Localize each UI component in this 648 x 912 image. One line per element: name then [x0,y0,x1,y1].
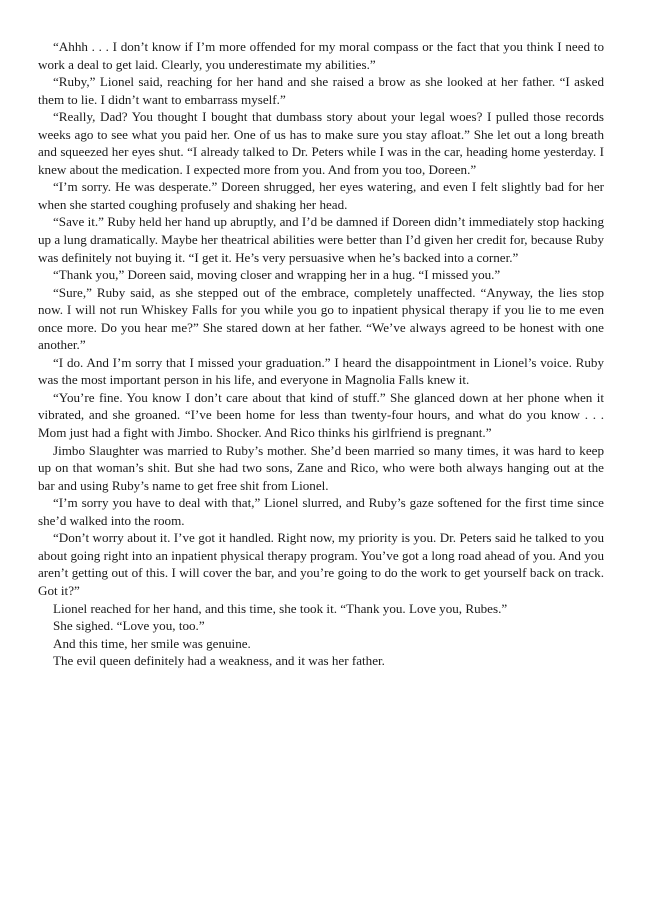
paragraph-1: “Ahhh . . . I don’t know if I’m more offended for my moral compass or the fact that you think I need to work a deal to get laid. Clearly, you underestimate my abilities.” [38,39,604,72]
book-page [38,38,604,670]
paragraph-14: She sighed. “Love you, too.” [53,618,205,634]
paragraph-9: “You’re fine. You know I don’t care about that kind of stuff.” She glanced down at her phone when it vibrated, and she groaned. “I’ve been home for less than twenty-four hours, and what do you know . . . Mom just had a fight with Jimbo. Shocker. And Rico thinks his girlfriend is pregnant.” [38,389,604,441]
paragraph-15: And this time, her smile was genuine. [53,635,251,651]
paragraph-12: “Don’t worry about it. I’ve got it handled. Right now, my priority is you. Dr. Peters said he talked to you about going right into an inpatient physical therapy program. You’ve got a long road ahead of you. And you aren’t getting out of this. I will cover the bar, and you’re going to do the work to get yourself back on track. Got it?” [38,530,604,598]
paragraph-5: “Save it.” Ruby held her hand up abruptly, and I’d be damned if Doreen didn’t immediately stop hacking up a lung dramatically. Maybe her theatrical abilities were better than I’d given her credit for, because Ruby was definitely not buying it. “I get it. He’s very persuasive when he’s backed into a corner.” [38,214,604,265]
paragraph-16: The evil queen definitely had a weakness, and it was her father. [53,653,385,669]
paragraph-11: “I’m sorry you have to deal with that,” Lionel slurred, and Ruby’s gaze softened for the first time since she’d walked into the room. [38,495,604,528]
paragraph-3: “Really, Dad? You thought I bought that dumbass story about your legal woes? I pulled those records weeks ago to see what you paid her. One of us has to make sure you stay afloat.” She let out a long breath and squeezed her eyes shut. “I already talked to Dr. Peters while I was in the car, heading home yesterday. I knew about the medication. I expected more from you. And from you too, Doreen.” [38,109,604,177]
paragraph-8: “I do. And I’m sorry that I missed your graduation.” I heard the disappointment in Lionel’s voice. Ruby was the most important person in his life, and everyone in Magnolia Falls knew it. [38,354,604,388]
paragraph-6: “Thank you,” Doreen said, moving closer and wrapping her in a hug. “I missed you.” [53,267,501,283]
paragraph-10: Jimbo Slaughter was married to Ruby’s mother. She’d been married so many times, it was hard to keep up on that woman’s shit. But she had two sons, Zane and Rico, who were both always hanging out at the bar and using Ruby’s name to get free shit from Lionel. [38,442,604,493]
paragraph-7: “Sure,” Ruby said, as she stepped out of the embrace, completely unaffected. “Anyway, the lies stop now. I will not run Whiskey Falls for you while you go to inpatient physical therapy if you lie to me even once more. Do you hear me?” She stared down at her father. “We’ve always agreed to be honest with one another.” [38,284,604,353]
paragraph-13: Lionel reached for her hand, and this time, she took it. “Thank you. Love you, Rubes.” [53,600,508,616]
paragraph-2: “Ruby,” Lionel said, reaching for her hand and she raised a brow as she looked at her father. “I asked them to lie. I didn’t want to embarrass myself.” [38,74,604,107]
paragraph-4: “I’m sorry. He was desperate.” Doreen shrugged, her eyes watering, and even I felt slightly bad for her when she started coughing profusely and shaking her head. [38,179,604,212]
